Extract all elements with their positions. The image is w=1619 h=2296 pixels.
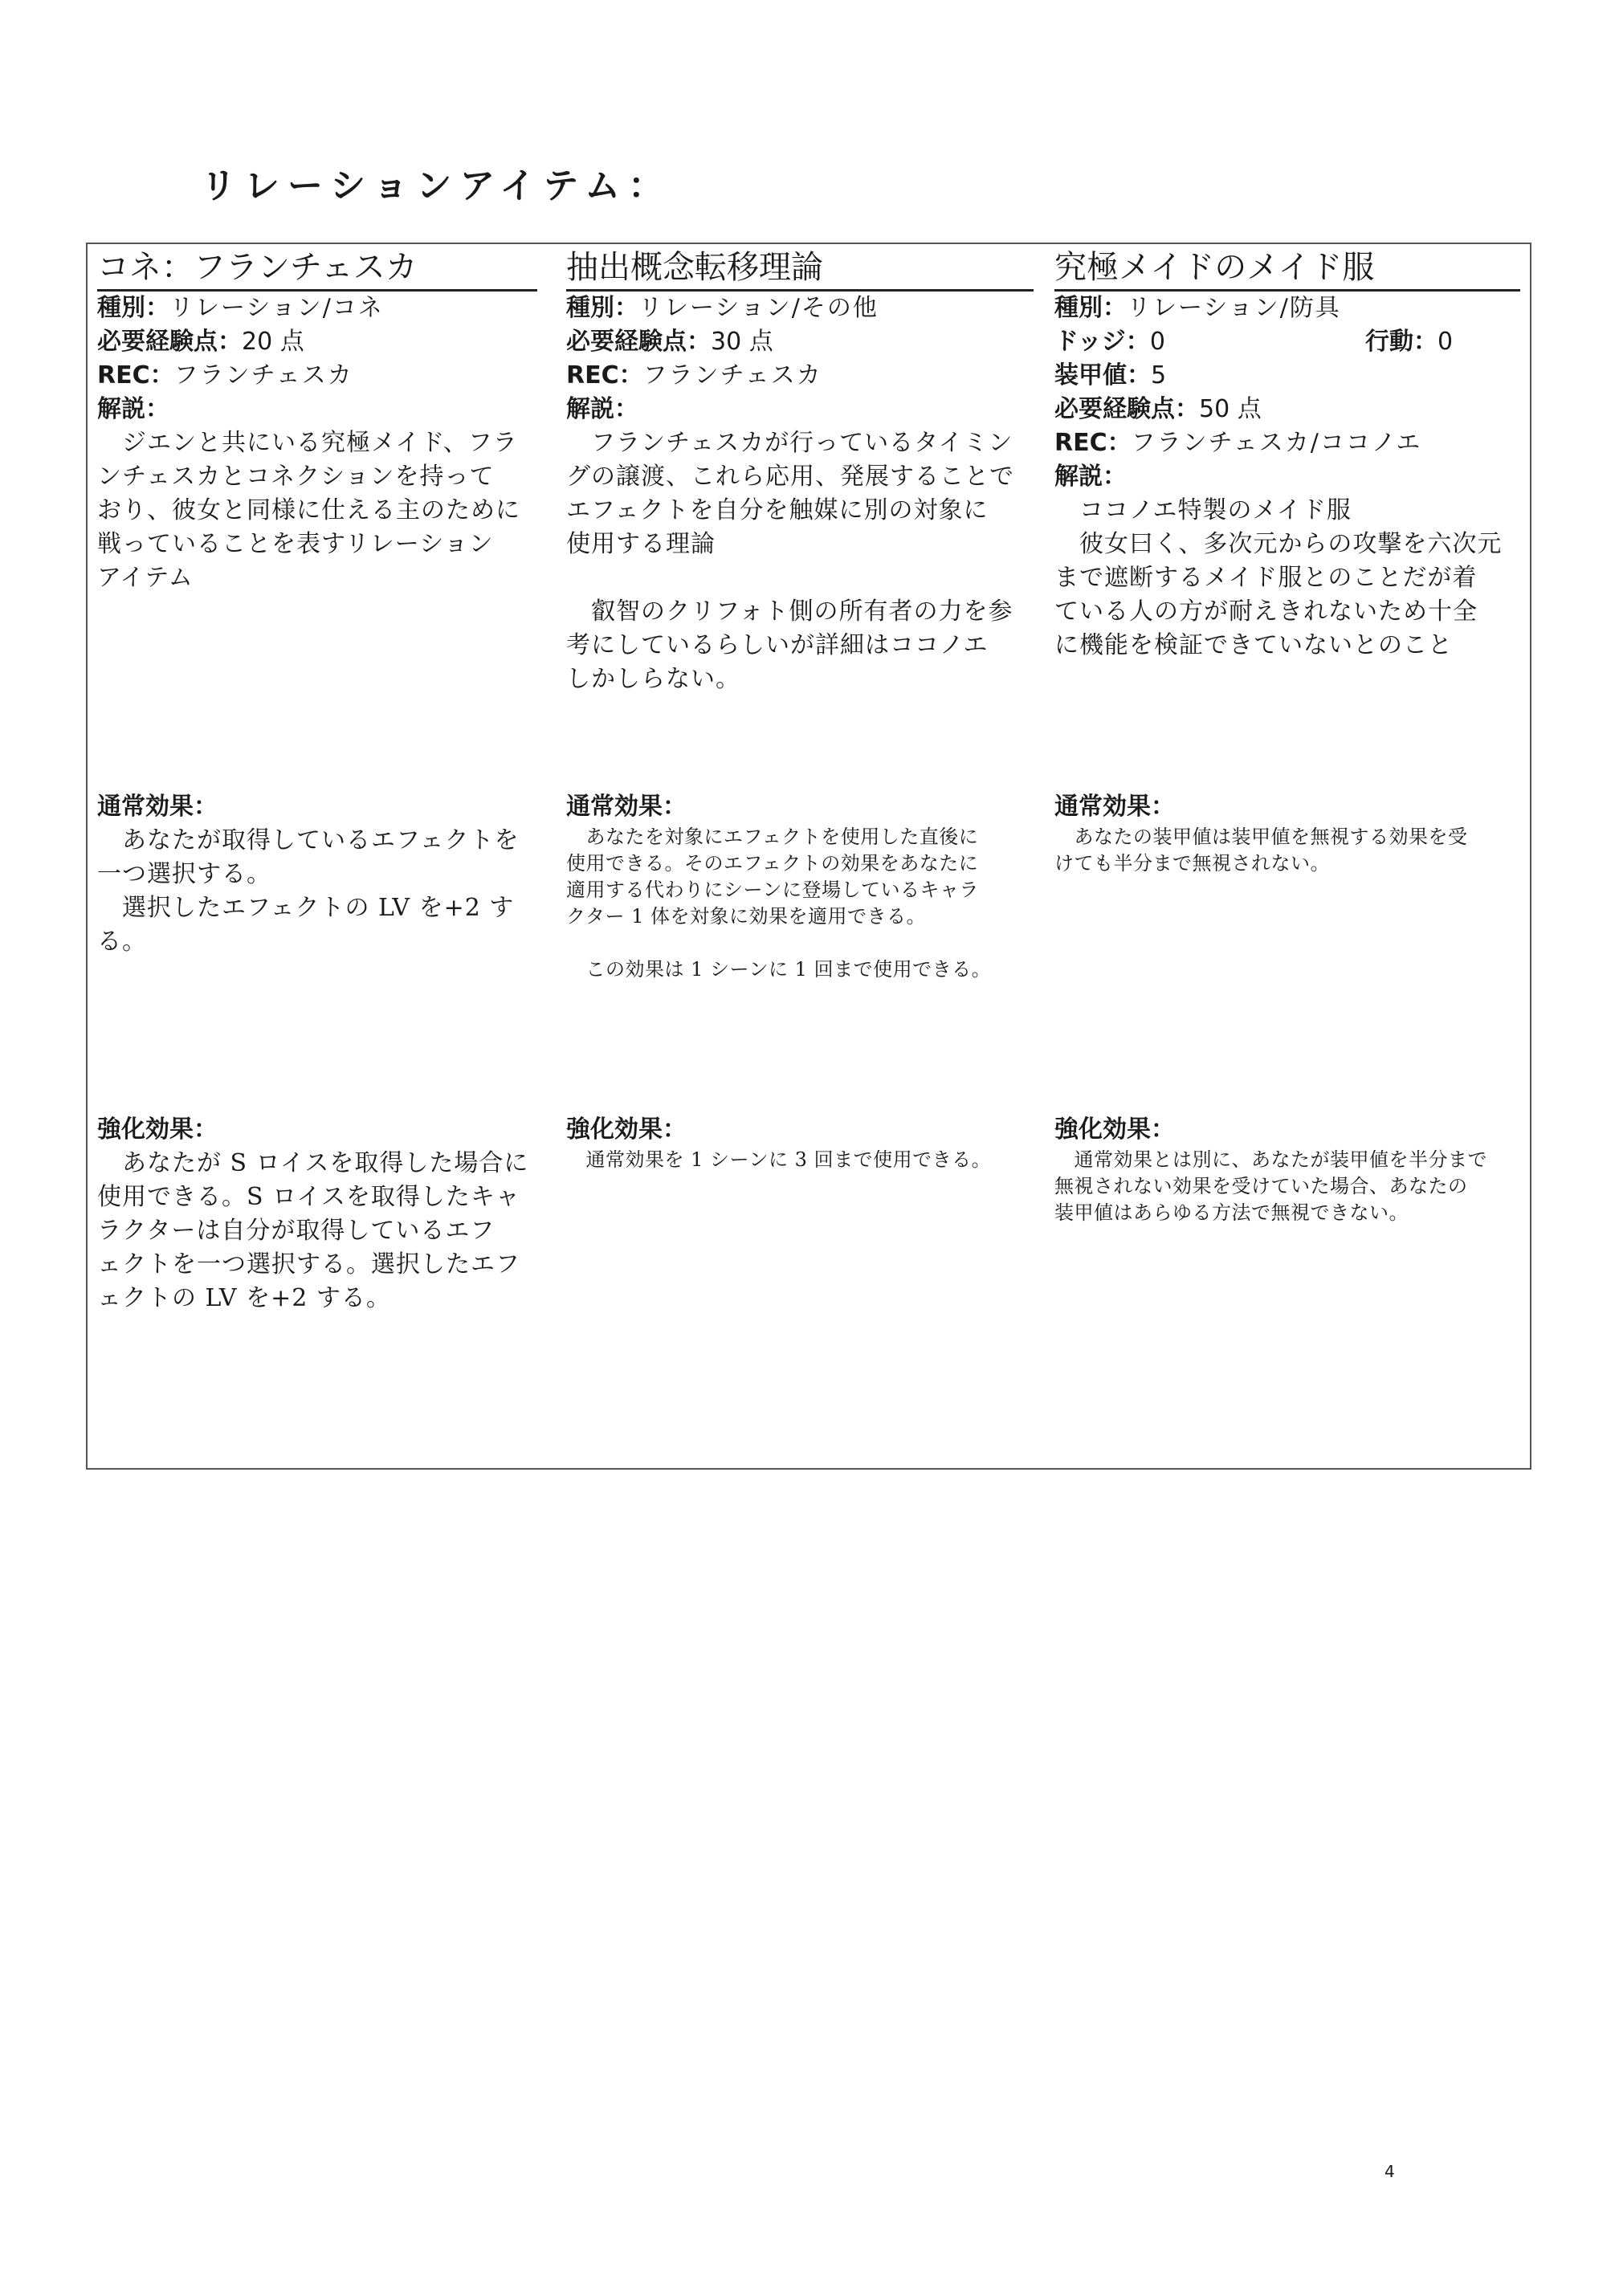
exp-value: 50 点 xyxy=(1199,395,1262,423)
type-value: リレーション/その他 xyxy=(638,294,879,322)
item-armor-row xyxy=(1054,359,1525,393)
explanation-text: ジエンと共にいる究極メイド、フラ ンチェスカとコネクションを持って おり、彼女と同様に仕える主のために 戦っていることを表すリレーション アイテム xyxy=(97,429,520,592)
item-exp-row xyxy=(1054,393,1525,426)
type-label: 種別： xyxy=(566,294,638,322)
item-title: 究極メイドのメイド服 xyxy=(1054,246,1520,292)
normal-effect-text: あなたが取得しているエフェクトを 一つ選択する。 選択したエフェクトの LV を+2 する。 xyxy=(97,826,520,956)
rec-label: REC： xyxy=(97,361,174,389)
explanation-text-1: フランチェスカが行っているタイミン グの譲渡、これら応用、発展することで エフェクトを自分を触媒に別の対象に 使用する理論 xyxy=(566,429,1014,558)
type-label: 種別： xyxy=(97,294,169,322)
enhanced-effect-label: 強化効果： xyxy=(97,1115,218,1144)
exp-label: 必要経験点： xyxy=(97,328,242,356)
item-type-row xyxy=(566,292,1037,325)
item-rec-row xyxy=(97,359,551,393)
enhanced-effect-label: 強化効果： xyxy=(566,1115,687,1144)
item-title: 抽出概念転移理論 xyxy=(566,246,1034,292)
item-exp-row xyxy=(566,325,1037,359)
exp-label: 必要経験点： xyxy=(566,328,711,356)
page-number: 4 xyxy=(1385,2162,1395,2181)
armor-label: 装甲値： xyxy=(1054,361,1151,389)
enhanced-effect-section xyxy=(566,1113,1037,1173)
item-type-row xyxy=(97,292,551,325)
normal-effect-label: 通常効果： xyxy=(1054,793,1175,821)
item-type-row xyxy=(1054,292,1525,325)
item-card-maid-uniform xyxy=(1054,244,1525,1468)
enhanced-effect-section xyxy=(1054,1113,1525,1226)
exp-label: 必要経験点： xyxy=(1054,395,1199,423)
enhanced-effect-text: 通常効果とは別に、あなたが装甲値を半分まで 無視されない効果を受けていた場合、あなたの 装甲値はあらゆる方法で無視できない。 xyxy=(1054,1148,1487,1224)
item-card-connection xyxy=(97,244,551,1468)
enhanced-effect-text: あなたが S ロイスを取得した場合に 使用できる。S ロイスを取得したキャ ラクターは自分が取得しているエフ ェクトを一つ選択する。選択したエフ ェクトの LV を+2 する。 xyxy=(97,1149,529,1312)
normal-effect-section xyxy=(1054,790,1525,877)
explanation-label: 解説： xyxy=(1054,463,1127,491)
item-card-transfer-theory xyxy=(566,244,1037,1468)
rec-value: フランチェスカ xyxy=(173,361,353,389)
normal-effect-label: 通常効果： xyxy=(97,793,218,821)
normal-effect-label: 通常効果： xyxy=(566,793,687,821)
action-value: 0 xyxy=(1438,328,1454,356)
explanation-text: ココノエ特製のメイド服 彼女曰く、多次元からの攻撃を六次元 まで遮断するメイド服とのことだが着 ている人の方が耐えきれないため十全 に機能を検証できていないとのこと xyxy=(1054,496,1503,659)
item-dodge-action-row xyxy=(1054,325,1525,359)
action-label: 行動： xyxy=(1365,328,1438,356)
type-value: リレーション/コネ xyxy=(169,294,384,322)
rec-label: REC： xyxy=(566,361,643,389)
rec-label: REC： xyxy=(1054,429,1132,457)
enhanced-effect-label: 強化効果： xyxy=(1054,1115,1175,1144)
enhanced-effect-text: 通常効果を 1 シーンに 3 回まで使用できる。 xyxy=(566,1148,992,1171)
exp-value: 20 点 xyxy=(242,328,304,356)
dodge-label: ドッジ： xyxy=(1054,328,1150,356)
normal-effect-section xyxy=(566,790,1037,983)
explanation-label: 解説： xyxy=(566,395,638,423)
type-label: 種別： xyxy=(1054,294,1127,322)
item-exp-row xyxy=(97,325,551,359)
page-heading: リレーションアイテム： xyxy=(201,165,672,206)
explanation-label: 解説： xyxy=(97,395,169,423)
relation-items-table xyxy=(86,243,1531,1470)
dodge-value: 0 xyxy=(1149,328,1165,356)
explanation-text-2: 叡智のクリフォト側の所有者の力を参 考にしているらしいが詳細はココノエ しかしらない。 xyxy=(566,597,1013,693)
rec-value: フランチェスカ/ココノエ xyxy=(1131,429,1422,457)
normal-effect-text: あなたの装甲値は装甲値を無視する効果を受 けても半分まで無視されない。 xyxy=(1054,826,1468,875)
rec-value: フランチェスカ xyxy=(642,361,822,389)
item-rec-row xyxy=(1054,426,1525,460)
armor-value: 5 xyxy=(1151,361,1167,389)
item-title: コネ：フランチェスカ xyxy=(97,246,537,292)
exp-value: 30 点 xyxy=(711,328,773,356)
normal-effect-text-1: あなたを対象にエフェクトを使用した直後に 使用できる。そのエフェクトの効果をあなたに 適用する代わりにシーンに登場しているキャラ クター 1 体を対象に効果を適用できる。 xyxy=(566,826,980,928)
normal-effect-section xyxy=(97,790,551,959)
item-rec-row xyxy=(566,359,1037,393)
normal-effect-text-2: この効果は 1 シーンに 1 回まで使用できる。 xyxy=(566,958,992,981)
type-value: リレーション/防具 xyxy=(1127,294,1341,322)
enhanced-effect-section xyxy=(97,1113,551,1315)
